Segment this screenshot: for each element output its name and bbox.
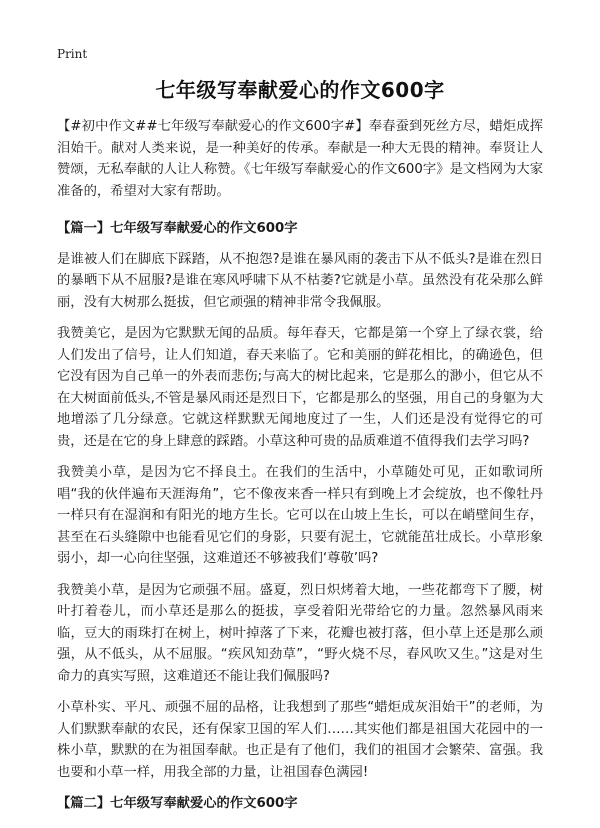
paragraph-5: 小草朴实、平凡、顽强不屈的品格，让我想到了那些“蜡炬成灰泪始干”的老师，为人们默默奉献的农民，还有保家卫国的军人们……其实他们都是祖国大花园中的一株小草，默默的在为祖国奉献。也正是有了他们，我们的祖国才会繁荣、富强。我也要和小草一样，用我全部的力量，让祖国春色满园!	[57, 700, 543, 780]
paragraph-4: 我赞美小草，是因为它顽强不屈。盛夏，烈日炽烤着大地，一些花都弯下了腰，树叶打着卷儿，而小草还是那么的挺拔，享受着阳光带给它的力量。忽然暴风雨来临，豆大的雨珠打在树上，树叶掉落了下来，花瓣也被打落，但小草上还是那么顽强，从不低头，从不屈服。“疾风知劲草”，“野火烧不尽，春风吹又生。”这是对生命力的真实写照，这难道还不能让我们佩服吗?	[57, 582, 543, 684]
page-title: 七年级写奉献爱心的作文600字	[155, 78, 445, 102]
print-link[interactable]: Print	[57, 47, 88, 61]
section-heading-2: 【篇二】七年级写奉献爱心的作文600字	[57, 796, 298, 811]
paragraph-2: 我赞美它，是因为它默默无闻的品质。每年春天，它都是第一个穿上了绿衣裳，给人们发出了信号，让人们知道，春天来临了。它和美丽的鲜花相比，的确逊色，但它没有因为自己单一的外表而悲伤;与高大的树比起来，它是那么的渺小，但它从不在大树面前低头,不管是暴风雨还是烈日下，它都是那么的坚强，用自己的身躯为大地增添了几分绿意。它就这样默默无闻地度过了一生，人们还是没有觉得它的可贵，还是在它的身上肆意的踩踏。小草这种可贵的品质难道不值得我们去学习吗?	[57, 326, 543, 449]
section-heading-1: 【篇一】七年级写奉献爱心的作文600字	[57, 221, 298, 236]
paragraph-1: 是谁被人们在脚底下踩踏，从不抱怨?是谁在暴风雨的袭击下从不低头?是谁在烈日的暴晒下从不屈服?是谁在寒风呼啸下从不枯萎?它就是小草。虽然没有花朵那么鲜丽，没有大树那么挺拔，但它顽强的精神非常令我佩服。	[57, 251, 543, 310]
intro-paragraph: 【#初中作文##七年级写奉献爱心的作文600字#】奉春蚕到死丝方尽，蜡炬成挥泪始干。献对人类来说，是一种美好的传承。奉献是一种大无畏的精神。奉贤让人赞颂，无私奉献的人让人称赞。《七年级写奉献爱心的作文600字》是文档网为大家准备的，希望对大家有帮助。	[57, 119, 543, 199]
article-body	[57, 116, 543, 824]
paragraph-3: 我赞美小草，是因为它不择良土。在我们的生活中，小草随处可见，正如歌词所唱“我的伙伴遍布天涯海角”，它不像夜来香一样只有到晚上才会绽放，也不像牡丹一样只有在湿润和有阳光的地方生长。它可以在山坡上生长，可以在峭壁间生存，甚至在石头缝隙中也能看见它们的身影，只要有泥土，它就能茁壮成长。小草形象弱小，却一心向往坚强，这难道还不够被我们‘尊敬’吗?	[57, 465, 543, 566]
